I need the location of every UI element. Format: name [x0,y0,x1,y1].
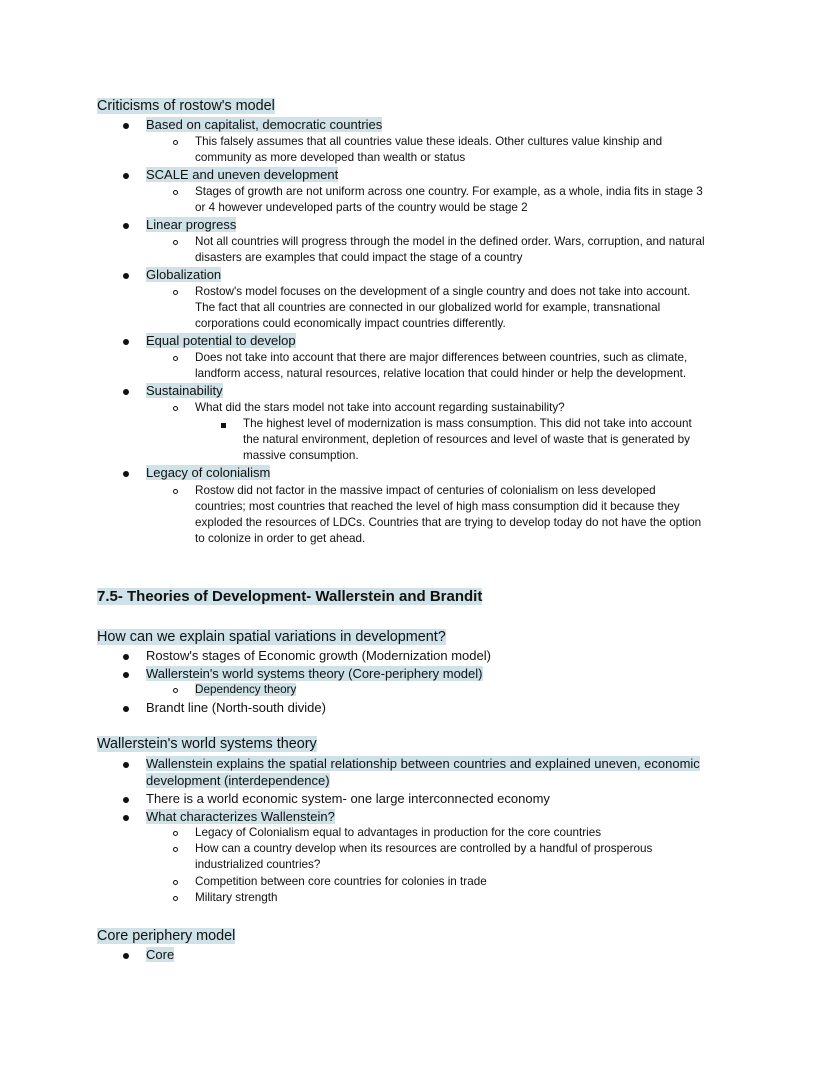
sub-item-text: This falsely assumes that all countries value these ideals. Other cultures value kinship and [195,135,663,148]
bullet-icon [123,797,129,803]
sub-item-text: corporations could economically impact countries differently. [195,317,506,330]
bullet-icon [123,389,129,395]
list-item: What characterizes Wallenstein? [146,809,335,824]
list-item: SCALE and uneven development [146,167,339,182]
list-item: Brandt line (North-south divide) [146,700,326,715]
sub-item-text: to colonize in order to get ahead. [195,532,366,545]
bullet-icon [123,953,129,959]
sub-item-text: How can a country develop when its resources are controlled by a handful of prosperous [195,842,653,855]
circle-bullet-icon [173,831,178,836]
sub-item-text: industrialized countries? [195,858,321,871]
sub-item-text: or 4 however undeveloped parts of the country would be stage 2 [195,201,528,214]
list-item: Legacy of colonialism [146,465,271,480]
bullet-icon [123,339,129,345]
sub-sub-item-text: The highest level of modernization is mass consumption. This did not take into account [243,417,692,430]
circle-bullet-icon [173,688,178,693]
circle-bullet-icon [173,406,178,411]
section-heading-spatial-variations: How can we explain spatial variations in development? [97,629,446,645]
bullet-icon [123,706,129,712]
sub-item-text: Not all countries will progress through the model in the defined order. Wars, corruption, and natural [195,235,705,248]
square-bullet-icon [221,423,226,428]
circle-bullet-icon [173,140,178,145]
list-item-continued: development (interdependence) [146,773,330,788]
sub-item-text: The fact that all countries are connected in our globalized world for example, transnational [195,301,661,314]
circle-bullet-icon [173,896,178,901]
bullet-icon [123,762,129,768]
bullet-icon [123,471,129,477]
section-heading-criticisms: Criticisms of rostow's model [97,98,275,114]
sub-item-text: What did the stars model not take into account regarding sustainability? [195,401,565,414]
list-item: Based on capitalist, democratic countries [146,117,383,132]
circle-bullet-icon [173,880,178,885]
sub-item-text: Competition between core countries for colonies in trade [195,875,487,888]
section-heading-core-periphery: Core periphery model [97,928,236,944]
list-item: Sustainability [146,383,223,398]
sub-item-text: countries; most countries that reached the level of high mass consumption did it because they [195,500,680,513]
sub-item-text: Stages of growth are not uniform across one country. For example, as a whole, india fits in stage 3 [195,185,703,198]
section-heading-world-systems: Wallerstein's world systems theory [97,736,317,752]
sub-item-text: Does not take into account that there are major differences between countries, such as climate, [195,351,688,364]
bullet-icon [123,123,129,129]
circle-bullet-icon [173,489,178,494]
circle-bullet-icon [173,240,178,245]
sub-sub-item-text: massive consumption. [243,449,359,462]
circle-bullet-icon [173,190,178,195]
bullet-icon [123,223,129,229]
list-item: Core [146,947,175,962]
sub-item-text: disasters are examples that could impact the stage of a country [195,251,523,264]
list-item: Globalization [146,267,222,282]
bullet-icon [123,815,129,821]
sub-item-text: exploded the resources of LDCs. Countries that are trying to develop today do not have the option [195,516,702,529]
bullet-icon [123,654,129,660]
page-title: 7.5- Theories of Development- Wallerstein and Brandit [97,588,483,605]
list-item: Rostow's stages of Economic growth (Modernization model) [146,648,491,663]
circle-bullet-icon [173,847,178,852]
bullet-icon [123,273,129,279]
circle-bullet-icon [173,290,178,295]
sub-item-text: landform access, natural resources, relative location that could hinder or help the development. [195,367,687,380]
list-item: Wallenstein explains the spatial relationship between countries and explained uneven, economic [146,756,700,771]
list-item: Wallerstein's world systems theory (Core-periphery model) [146,666,483,681]
bullet-icon [123,672,129,678]
list-item: Equal potential to develop [146,333,296,348]
sub-item-text: Rostow did not factor in the massive impact of centuries of colonialism on less developed [195,484,656,497]
circle-bullet-icon [173,356,178,361]
sub-item-text: community as more developed than wealth or status [195,151,466,164]
sub-item-text: Dependency theory [195,683,297,696]
sub-item-text: Rostow's model focuses on the development of a single country and does not take into account. [195,285,691,298]
sub-item-text: Military strength [195,891,278,904]
list-item: There is a world economic system- one large interconnected economy [146,791,550,806]
sub-item-text: Legacy of Colonialism equal to advantages in production for the core countries [195,826,602,839]
sub-sub-item-text: the natural environment, depletion of resources and level of waste that is generated by [243,433,690,446]
bullet-icon [123,173,129,179]
list-item: Linear progress [146,217,237,232]
